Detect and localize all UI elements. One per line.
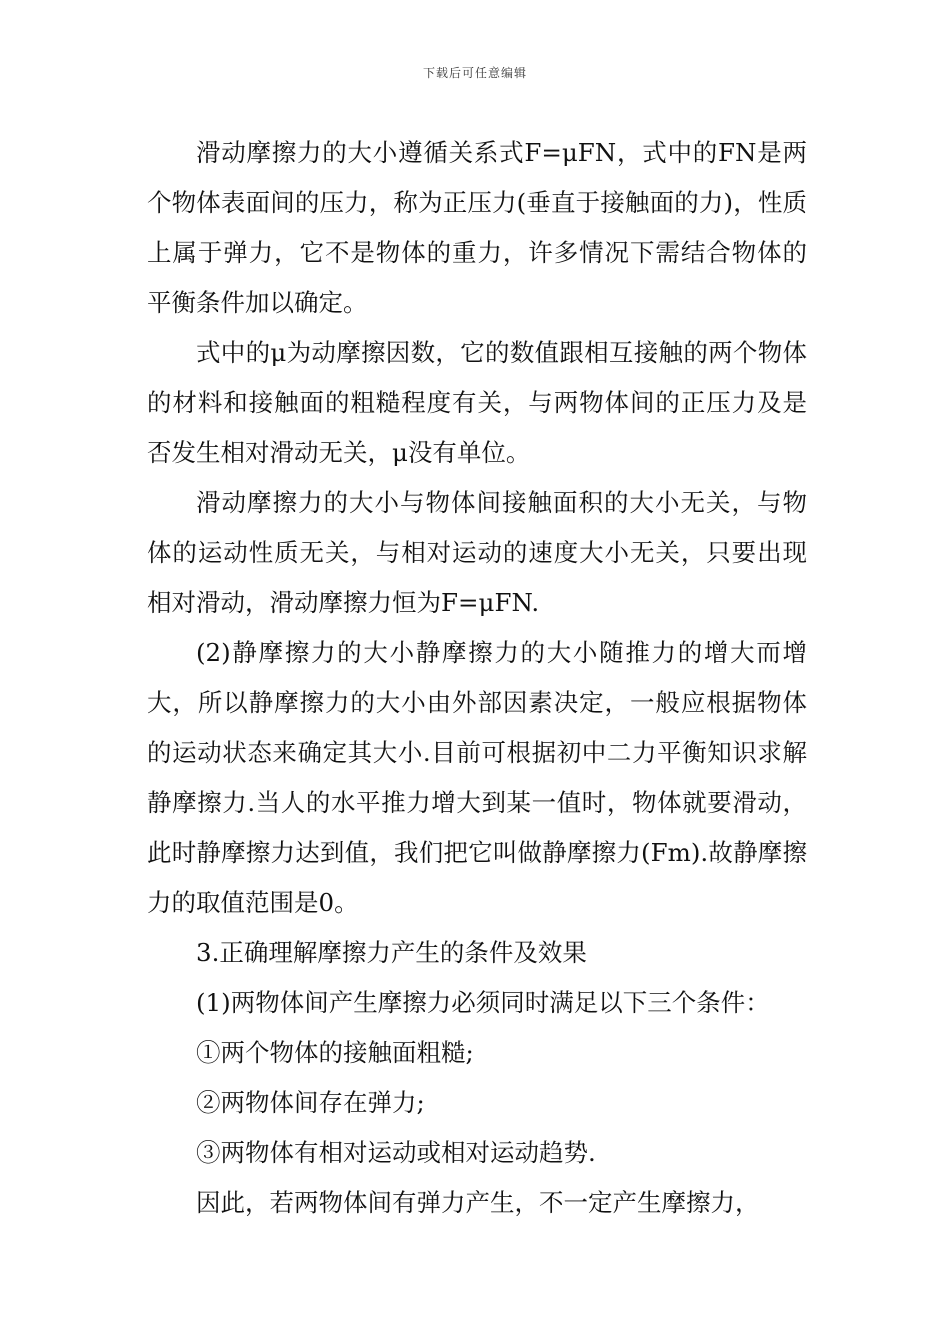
paragraph-sliding-friction-formula: 滑动摩擦力的大小遵循关系式F=μFN，式中的FN是两个物体表面间的压力，称为正压力(垂直于接触面的力)，性质上属于弹力，它不是物体的重力，许多情况下需结合物体的平衡条件加以确定。 [147,138,807,317]
paragraph-conditions-intro: (1)两物体间产生摩擦力必须同时满足以下三个条件： [196,988,770,1017]
list-item-condition-3: ③两物体有相对运动或相对运动趋势. [196,1138,596,1167]
page-header: 下载后可任意编辑 [422,66,527,80]
paragraph-conclusion: 因此，若两物体间有弹力产生，不一定产生摩擦力， [196,1188,760,1217]
paragraph-static-friction: (2)静摩擦力的大小静摩擦力的大小随推力的增大而增大，所以静摩擦力的大小由外部因素决定，一般应根据物体的运动状态来确定其大小.目前可根据初中二力平衡知识求解静摩擦力.当人的水平推力增大到某一值时，物体就要滑动，此时静摩擦力达到值，我们把它叫做静摩擦力(Fm).故静摩擦力的取值范围是0。 [147,638,807,917]
section-heading-friction-conditions: 3.正确理解摩擦力产生的条件及效果 [196,938,587,967]
paragraph-friction-coefficient: 式中的μ为动摩擦因数，它的数值跟相互接触的两个物体的材料和接触面的粗糙程度有关，与两物体间的正压力及是否发生相对滑动无关，μ没有单位。 [147,338,807,467]
paragraph-contact-area: 滑动摩擦力的大小与物体间接触面积的大小无关，与物体的运动性质无关，与相对运动的速度大小无关，只要出现相对滑动，滑动摩擦力恒为F=μFN. [147,488,807,617]
list-item-condition-1: ①两个物体的接触面粗糙; [196,1038,474,1067]
list-item-condition-2: ②两物体间存在弹力; [196,1088,425,1117]
document-body [147,128,807,1228]
